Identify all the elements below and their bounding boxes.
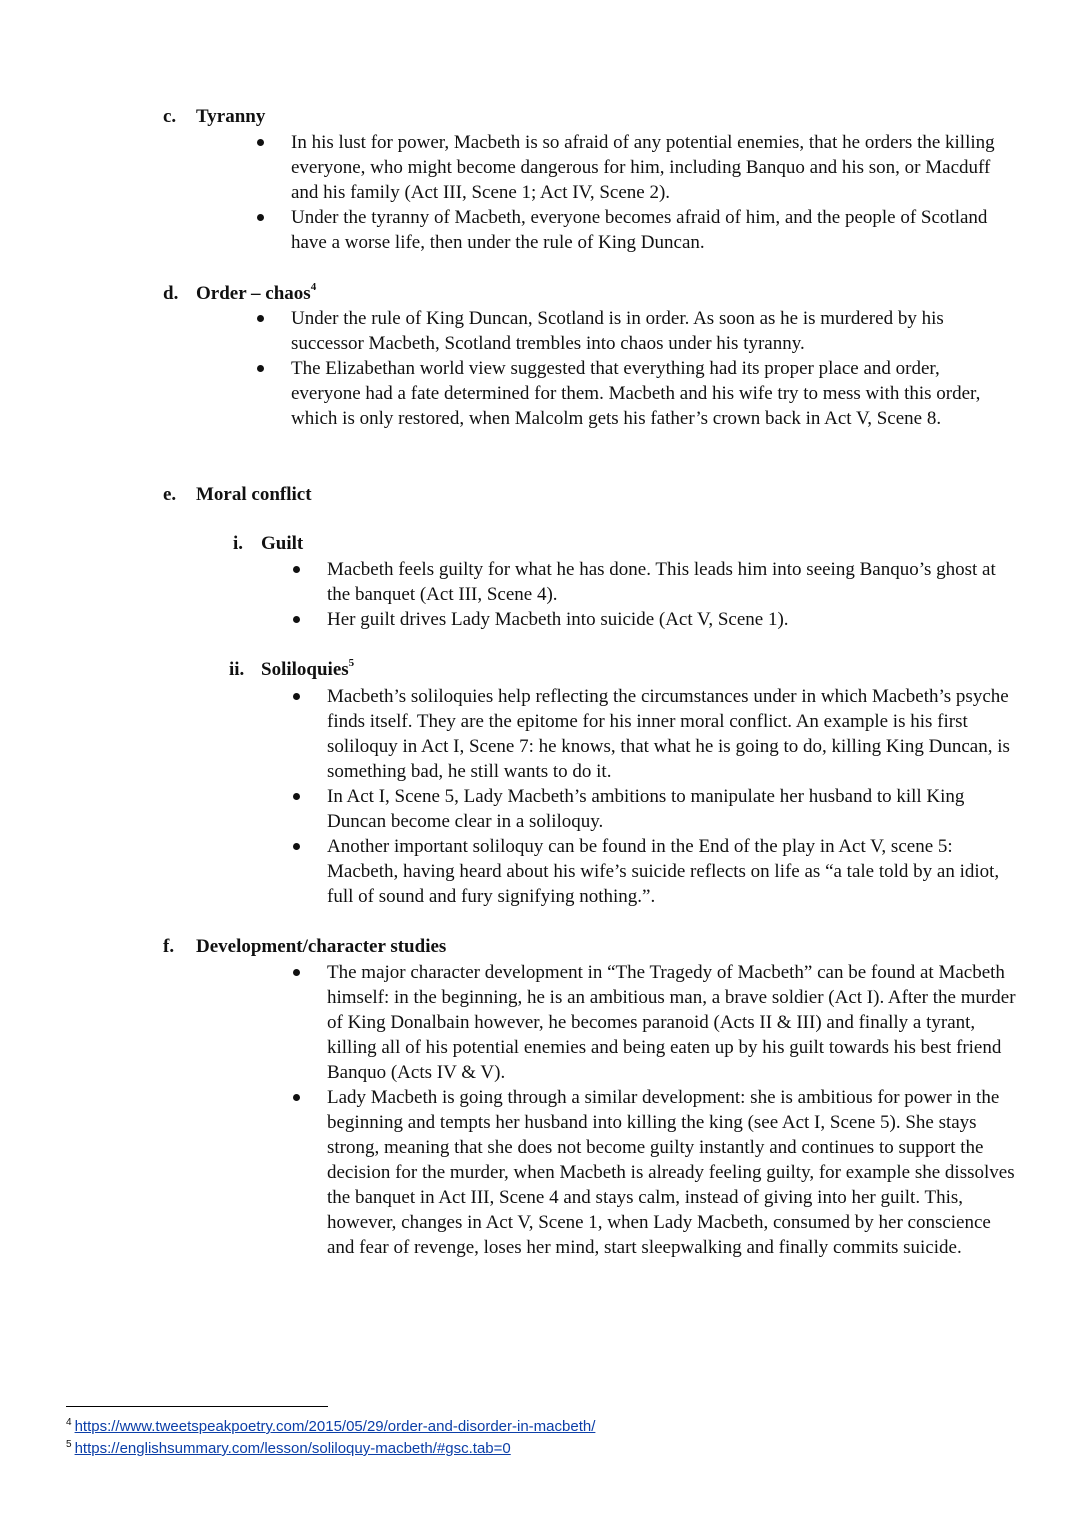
list-item: Another important soliloquy can be found in the End of the play in Act V, scene 5: Macbeth, having heard about his wife’s suicide reflects on life as “a tale told by an idiot, full of sound and fury signifying nothing.”. bbox=[327, 834, 1012, 909]
section-marker: d. bbox=[163, 283, 179, 304]
list-item: In Act I, Scene 5, Lady Macbeth’s ambitions to manipulate her husband to kill King Duncan become clear in a soliloquy. bbox=[327, 784, 1012, 834]
bullet-icon bbox=[293, 843, 300, 850]
subsection-marker: ii. bbox=[229, 659, 245, 680]
footnote-5 bbox=[66, 1438, 595, 1460]
footnote-link[interactable]: https://www.tweetspeakpoetry.com/2015/05/29/order-and-disorder-in-macbeth/ bbox=[74, 1418, 596, 1435]
tyranny-bullets bbox=[291, 130, 1016, 255]
list-item: Macbeth feels guilty for what he has done. This leads him into seeing Banquo’s ghost at the banquet (Act III, Scene 4). bbox=[327, 557, 1019, 607]
section-heading-order bbox=[163, 280, 317, 306]
section-marker: c. bbox=[163, 106, 177, 127]
section-title: Tyranny bbox=[196, 106, 266, 127]
section-marker: e. bbox=[163, 484, 177, 505]
list-item: Lady Macbeth is going through a similar development: she is ambitious for power in the beginning and tempts her husband into killing the king (see Act I, Scene 5). She stays strong, meaning that she does not become guilty instantly and continues to support the decision for the murder, when Macbeth is already feeling guilty, for example she dissolves the banquet in Act III, Scene 4 and stays calm, instead of giving into her guilt. This, however, changes in Act V, Scene 1, when Lady Macbeth, consumed by her conscience and fear of revenge, loses her mind, start sleepwalking and finally commits suicide. bbox=[327, 1085, 1017, 1260]
section-title: Order – chaos$^4$ bbox=[196, 280, 317, 304]
section-heading-tyranny bbox=[163, 104, 266, 129]
bullet-icon bbox=[257, 214, 264, 221]
bullet-icon bbox=[257, 139, 264, 146]
subsection-heading-soliloquies bbox=[229, 656, 355, 682]
order-bullets bbox=[291, 306, 991, 431]
development-bullets bbox=[327, 960, 1017, 1260]
section-title: Development/character studies bbox=[196, 936, 447, 957]
list-item: Under the rule of King Duncan, Scotland is in order. As soon as he is murdered by his successor Macbeth, Scotland trembles into chaos under his tyranny. bbox=[291, 306, 991, 356]
list-item: In his lust for power, Macbeth is so afraid of any potential enemies, that he orders the killing everyone, who might become dangerous for him, including Banquo and his son, or Macduff and his family (Act III, Scene 1; Act IV, Scene 2). bbox=[291, 130, 1016, 205]
footnote-link[interactable]: https://englishsummary.com/lesson/soliloquy-macbeth/#gsc.tab=0 bbox=[74, 1440, 511, 1457]
soliloquies-bullets bbox=[327, 684, 1012, 909]
footnote-4 bbox=[66, 1416, 595, 1438]
bullet-icon bbox=[257, 365, 264, 372]
bullet-icon bbox=[293, 566, 300, 573]
section-heading-development bbox=[163, 934, 447, 959]
footnotes bbox=[66, 1416, 595, 1460]
footnote-ref: 5 bbox=[348, 656, 355, 669]
section-title: Moral conflict bbox=[196, 484, 312, 505]
footnote-separator bbox=[66, 1406, 328, 1407]
footnote-ref: 4 bbox=[310, 280, 317, 293]
section-marker: f. bbox=[163, 936, 175, 957]
subsection-title: Soliloquies$^5$ bbox=[261, 656, 355, 680]
list-item: Her guilt drives Lady Macbeth into suicide (Act V, Scene 1). bbox=[327, 607, 1019, 632]
list-item: The major character development in “The Tragedy of Macbeth” can be found at Macbeth himself: in the beginning, he is an ambitious man, a brave soldier (Act I). After the murder of King Donalbain however, he becomes paranoid (Acts II & III) and finally a tyrant, killing all of his potential enemies and being eaten up by his guilt towards his best friend Banquo (Acts IV & V). bbox=[327, 960, 1017, 1085]
bullet-icon bbox=[293, 616, 300, 623]
subsection-title: Guilt bbox=[261, 533, 304, 554]
bullet-icon bbox=[293, 1094, 300, 1101]
subsection-marker: i. bbox=[233, 533, 244, 554]
bullet-icon bbox=[293, 969, 300, 976]
list-item: Macbeth’s soliloquies help reflecting the circumstances under in which Macbeth’s psyche finds itself. They are the epitome for his inner moral conflict. An example is his first soliloquy in Act I, Scene 7: he knows, that what he is going to do, killing King Duncan, is something bad, he still wants to do it. bbox=[327, 684, 1012, 784]
list-item: The Elizabethan world view suggested that everything had its proper place and order, everyone had a fate determined for them. Macbeth and his wife try to mess with this order, which is only restored, when Malcolm gets his father’s crown back in Act V, Scene 8. bbox=[291, 356, 991, 431]
footnote-number: 5 bbox=[66, 1439, 72, 1450]
bullet-icon bbox=[293, 693, 300, 700]
section-heading-moral-conflict bbox=[163, 482, 312, 507]
bullet-icon bbox=[293, 793, 300, 800]
bullet-icon bbox=[257, 315, 264, 322]
list-item: Under the tyranny of Macbeth, everyone becomes afraid of him, and the people of Scotland have a worse life, then under the rule of King Duncan. bbox=[291, 205, 1016, 255]
subsection-heading-guilt bbox=[233, 531, 304, 556]
guilt-bullets bbox=[327, 557, 1019, 632]
footnote-number: 4 bbox=[66, 1417, 72, 1428]
